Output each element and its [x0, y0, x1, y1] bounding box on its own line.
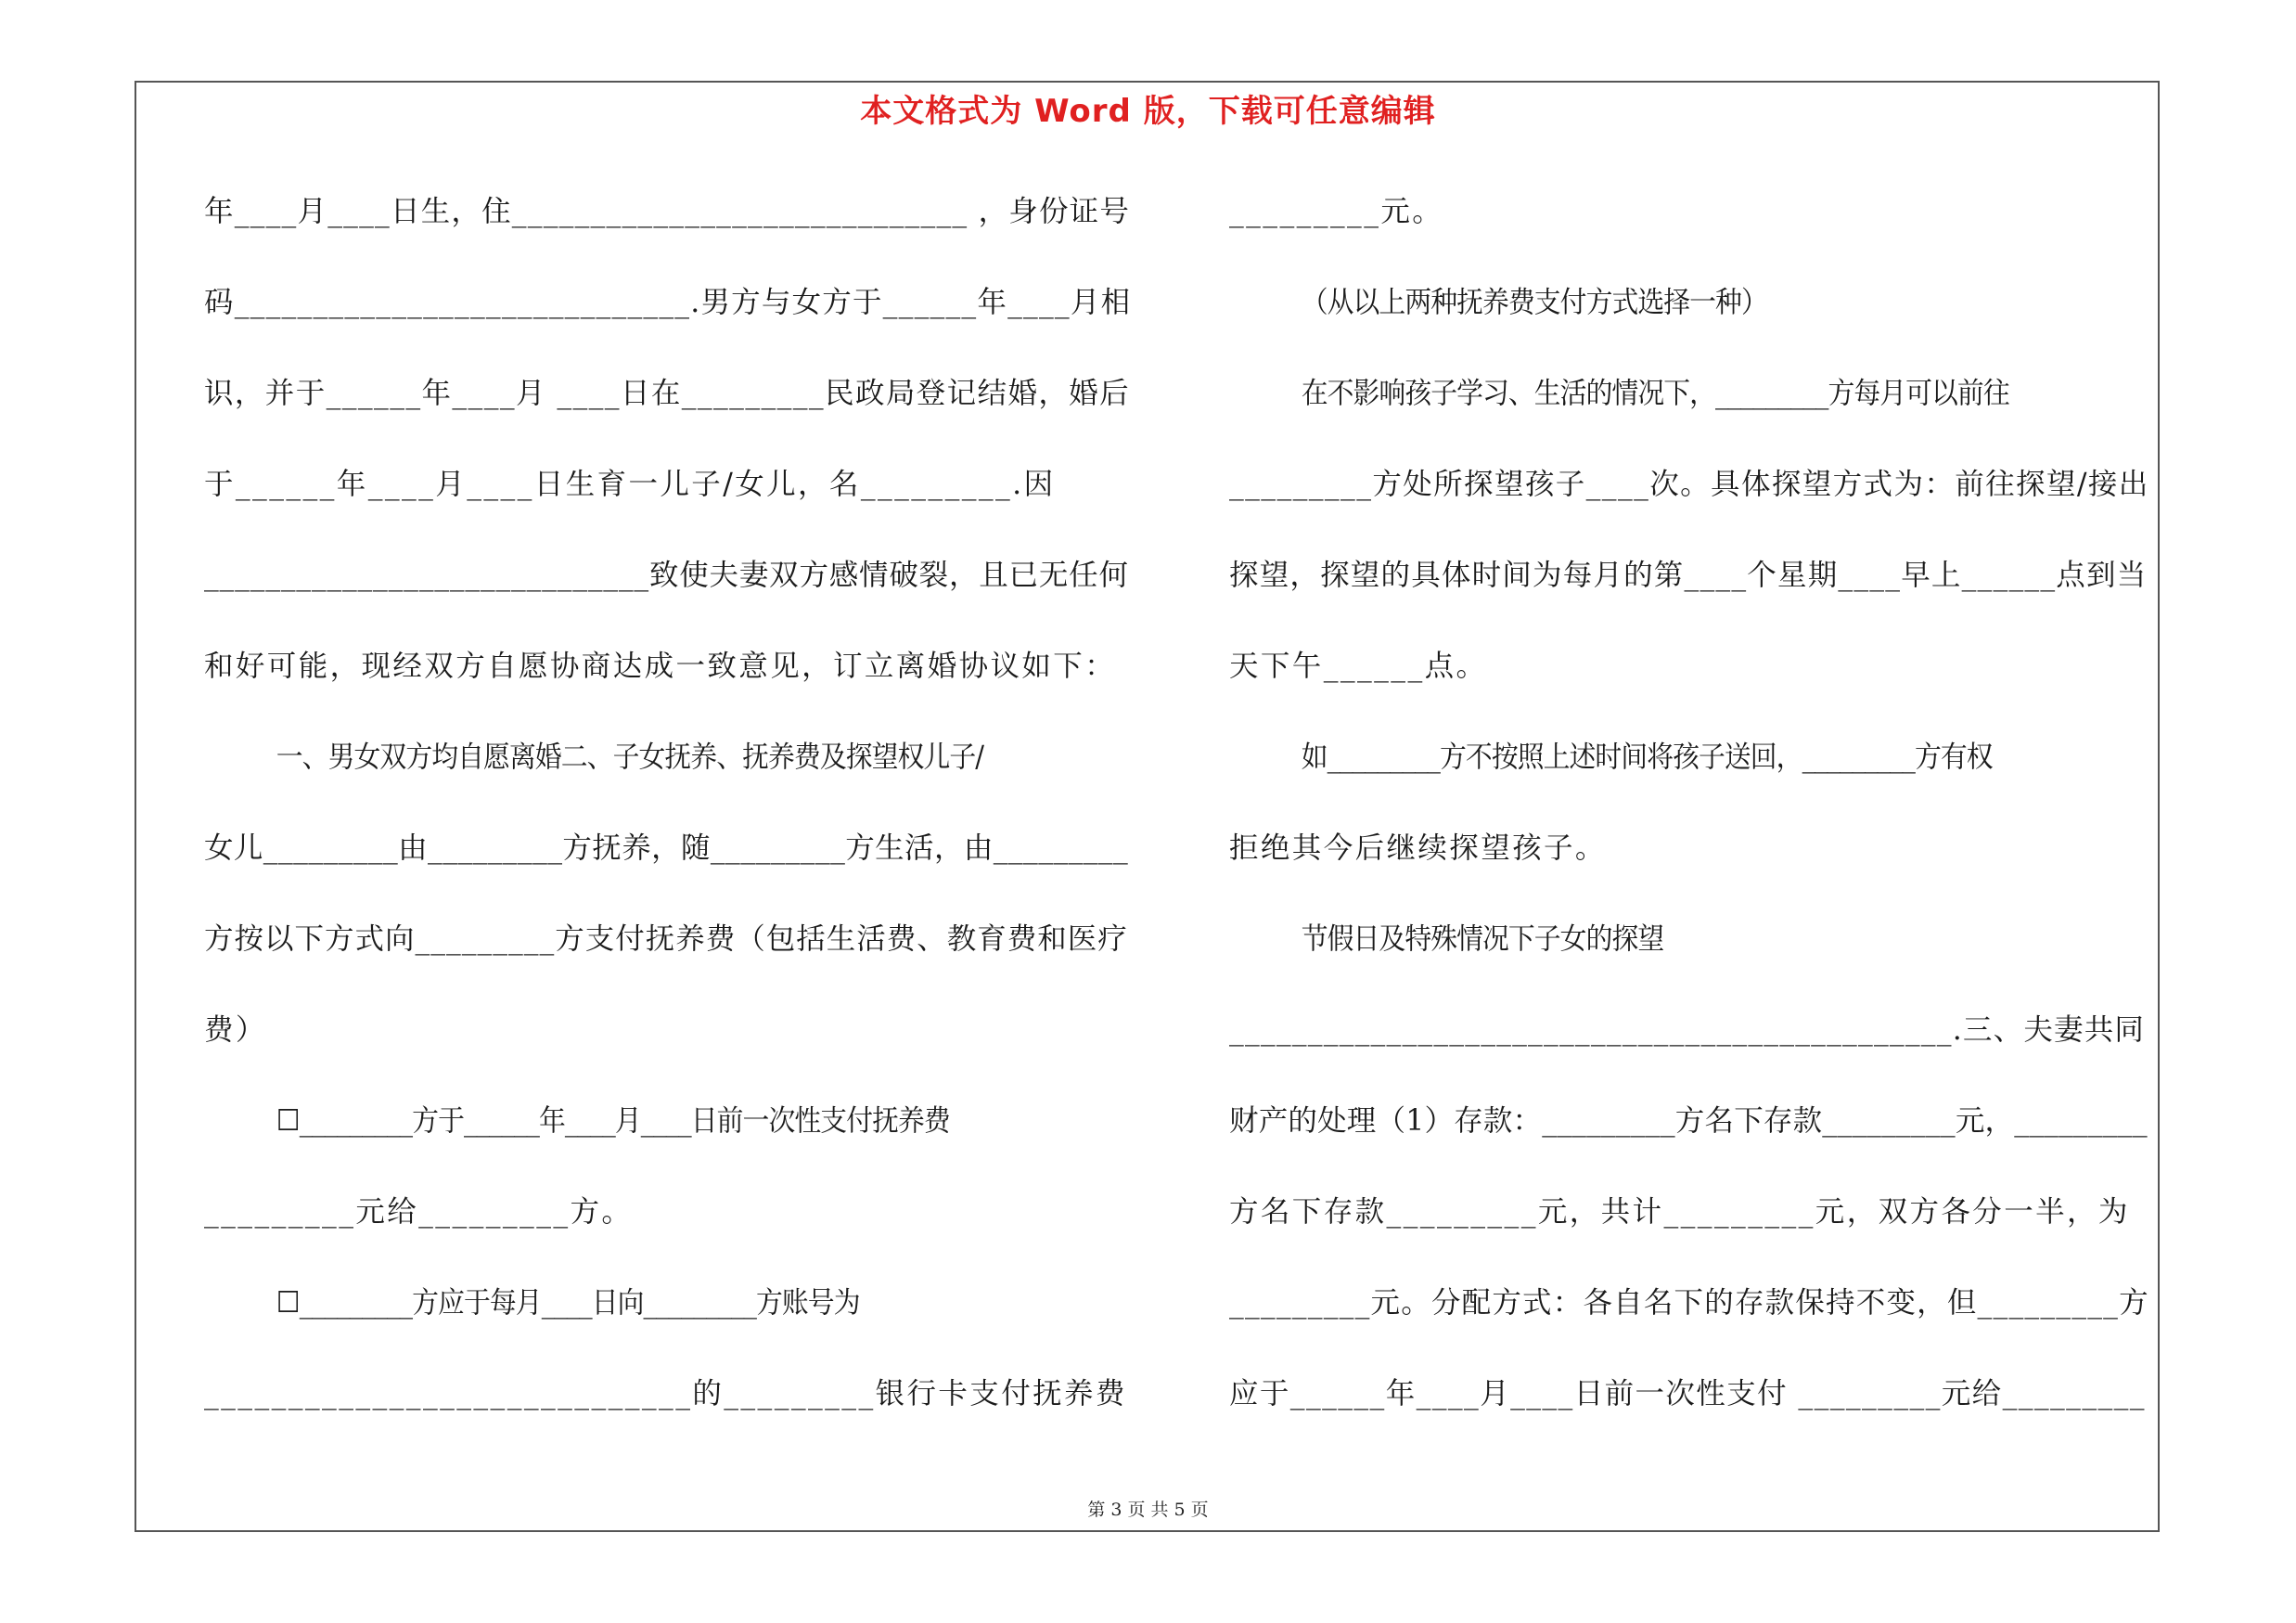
text-line: 拒绝其今后继续探望孩子。 — [1229, 831, 1607, 865]
text-line: 在不影响孩子学习、生活的情况下，_________方每月可以前往 — [1301, 377, 2009, 410]
checkbox-option-lump-sum: ☐_________方于______年____月____日前一次性支付抚养费 — [276, 1104, 950, 1138]
text-line: 节假日及特殊情况下子女的探望 — [1301, 922, 1664, 956]
text-line: 如_________方不按照上述时间将孩子送回，_________方有权 — [1301, 741, 1993, 774]
text-line: 女儿_________由_________方抚养，随_________方生活，由_________ — [204, 831, 1129, 865]
page-number: 第 3 页 共 5 页 — [1087, 1500, 1209, 1520]
text-line: 于______年____月____日生育一儿子/女儿，名_________.因 — [204, 468, 1056, 501]
text-line: _____________________________的_________银行卡支付抚养费 — [204, 1377, 1127, 1410]
text-line: _________元。分配方式：各自名下的存款保持不变，但_________方 — [1229, 1286, 2149, 1320]
text-line: 费） — [204, 1013, 267, 1047]
section-heading: 一、男女双方均自愿离婚二、子女抚养、抚养费及探望权儿子/ — [276, 741, 984, 774]
text-line: _____________________________致使夫妻双方感情破裂，且已无任何 — [204, 559, 1129, 592]
text-line: 和好可能，现经双方自愿协商达成一致意见，订立离婚协议如下： — [204, 650, 1117, 683]
format-notice: 本文格式为 Word 版，下载可任意编辑 — [860, 93, 1436, 130]
text-line: （从以上两种抚养费支付方式选择一种） — [1301, 286, 1767, 319]
text-line: 天下午______点。 — [1229, 650, 1488, 683]
text-line: _________元给_________方。 — [204, 1195, 634, 1229]
text-line: _________元。 — [1229, 195, 1444, 228]
text-line: ______________________________________________.三、夫妻共同 — [1229, 1013, 2146, 1047]
text-line: 财产的处理（1）存款：_________方名下存款_________元，_________ — [1229, 1104, 2148, 1138]
text-line: 码_____________________________.男方与女方于______年____月相 — [204, 286, 1132, 319]
checkbox-option-monthly: ☐_________方应于每月____日向_________方账号为 — [276, 1286, 860, 1320]
text-line: 识，并于______年____月 ____日在_________民政局登记结婚，婚后 — [204, 377, 1131, 410]
text-line: 方按以下方式向_________方支付抚养费（包括生活费、教育费和医疗 — [204, 922, 1128, 956]
text-line: _________方处所探望孩子____次。具体探望方式为：前往探望/接出 — [1229, 468, 2149, 501]
text-line: 方名下存款_________元，共计_________元，双方各分一半，为 — [1229, 1195, 2130, 1229]
text-line: 探望，探望的具体时间为每月的第____个星期____早上______点到当 — [1229, 559, 2148, 592]
text-line: 应于______年____月____日前一次性支付 _________元给_________ — [1229, 1377, 2146, 1410]
text-line: 年____月____日生，住_____________________________ ，身份证号 — [204, 195, 1131, 228]
